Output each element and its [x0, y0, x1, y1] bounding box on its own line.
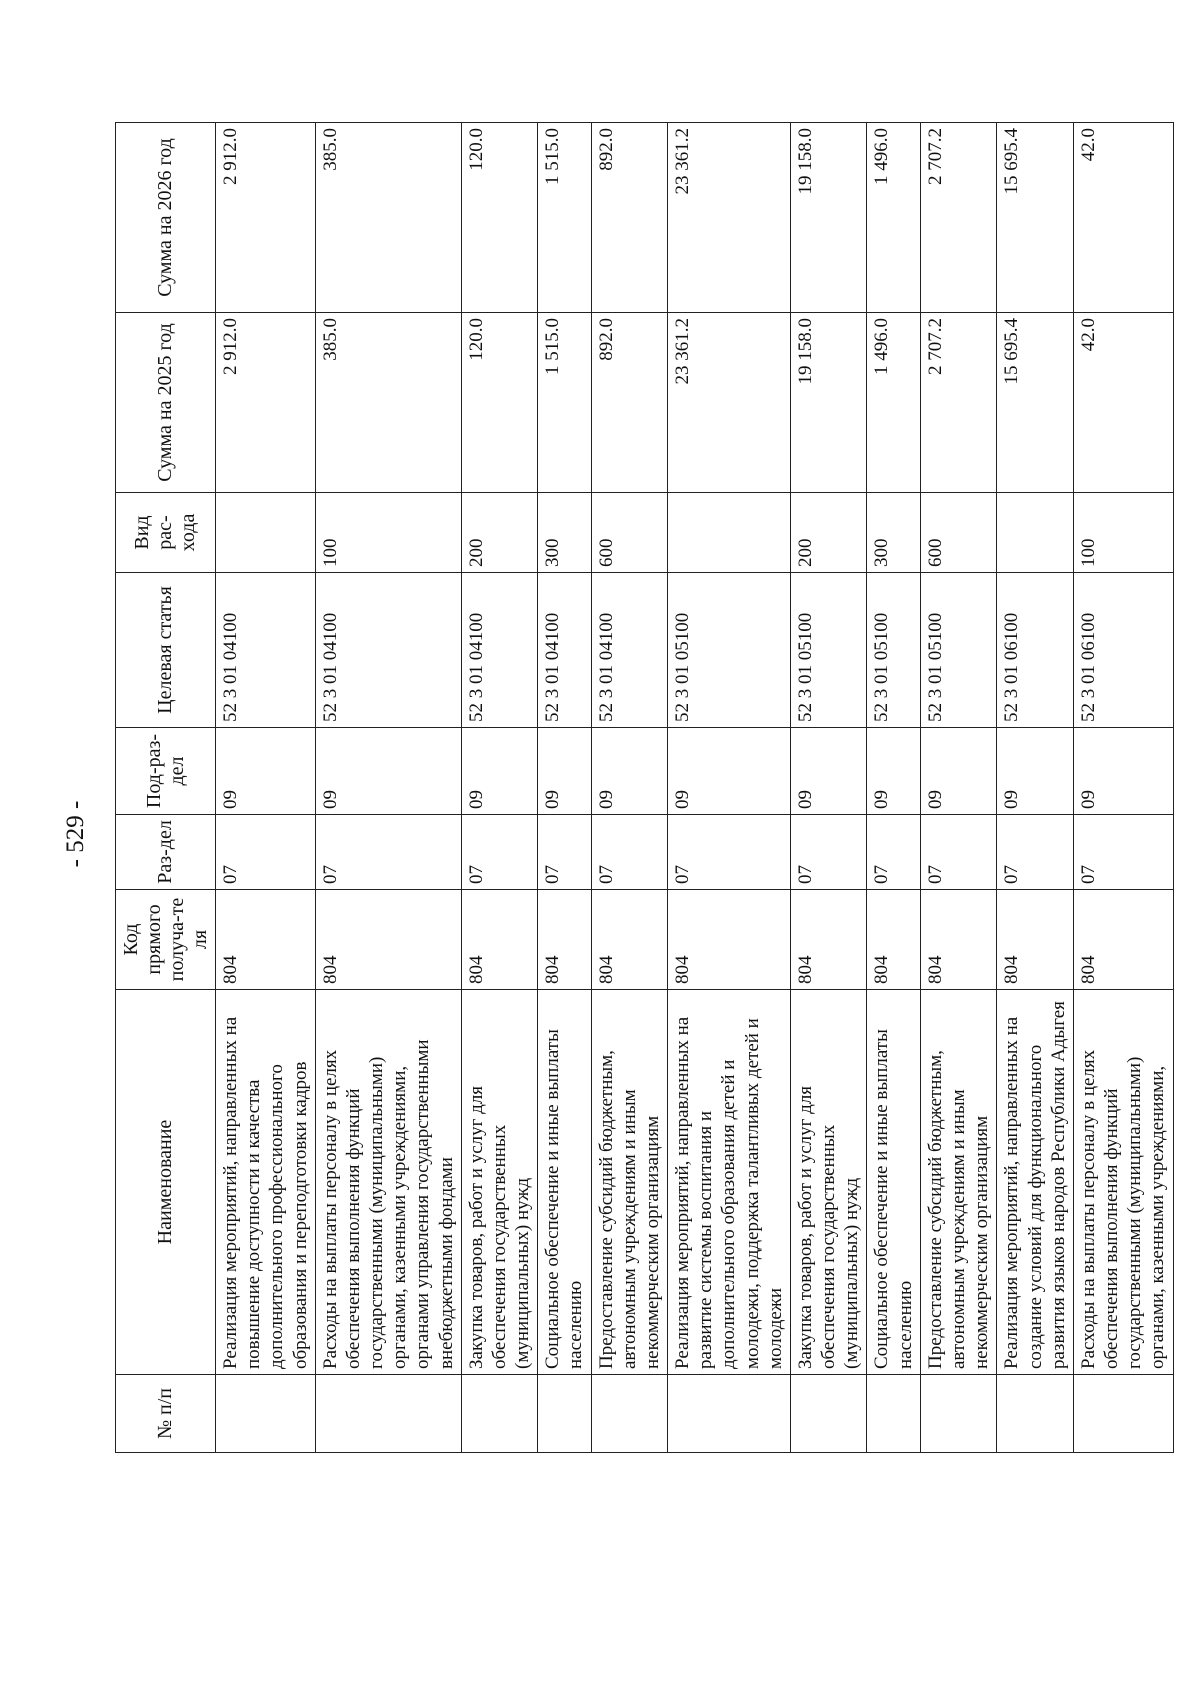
cell-no — [216, 1375, 316, 1453]
cell-kind — [997, 493, 1074, 573]
cell-subsection: 09 — [790, 728, 867, 815]
cell-section: 07 — [461, 815, 538, 890]
table-row — [997, 123, 1074, 1453]
cell-code: 804 — [315, 890, 461, 990]
header-kind: Вид рас-хода — [116, 493, 216, 573]
cell-target: 52 3 01 05100 — [920, 573, 997, 728]
header-row — [116, 123, 216, 1453]
cell-code: 804 — [538, 890, 591, 990]
cell-sum2025: 42.0 — [1073, 313, 1173, 493]
cell-no — [591, 1375, 668, 1453]
cell-name: Социальное обеспечение и иные выплаты населению — [538, 990, 591, 1375]
cell-name: Расходы на выплаты персоналу в целях обеспечения выполнения функций государственными (муниципальными) органами, казенными учреждениями, органами управления государственными внебюджетными фондами — [315, 990, 461, 1375]
cell-subsection: 09 — [867, 728, 920, 815]
cell-section: 07 — [790, 815, 867, 890]
cell-target: 52 3 01 05100 — [867, 573, 920, 728]
cell-sum2025: 892.0 — [591, 313, 668, 493]
table-row — [591, 123, 668, 1453]
header-sum2025: Сумма на 2025 год — [116, 313, 216, 493]
budget-table — [115, 122, 1174, 1453]
table-row — [867, 123, 920, 1453]
header-no: № п/п — [116, 1375, 216, 1453]
cell-kind — [668, 493, 791, 573]
cell-kind: 200 — [790, 493, 867, 573]
cell-name: Реализация мероприятий, направленных на развитие системы воспитания и дополнительного образования детей и молодежи, поддержка талантливых детей и молодежи — [668, 990, 791, 1375]
cell-no — [668, 1375, 791, 1453]
cell-subsection: 09 — [997, 728, 1074, 815]
cell-section: 07 — [216, 815, 316, 890]
cell-kind: 300 — [538, 493, 591, 573]
cell-kind: 100 — [315, 493, 461, 573]
cell-code: 804 — [997, 890, 1074, 990]
cell-kind: 600 — [591, 493, 668, 573]
table-row — [315, 123, 461, 1453]
cell-code: 804 — [668, 890, 791, 990]
cell-no — [538, 1375, 591, 1453]
cell-kind: 100 — [1073, 493, 1173, 573]
cell-name: Расходы на выплаты персоналу в целях обеспечения выполнения функций государственными (муниципальными) органами, казенными учреждениями, — [1073, 990, 1173, 1375]
cell-sum2026: 120.0 — [461, 123, 538, 313]
cell-sum2026: 1 515.0 — [538, 123, 591, 313]
cell-subsection: 09 — [315, 728, 461, 815]
cell-sum2026: 19 158.0 — [790, 123, 867, 313]
header-section: Раз-дел — [116, 815, 216, 890]
cell-sum2025: 23 361.2 — [668, 313, 791, 493]
cell-name: Предоставление субсидий бюджетным, автономным учреждениям и иным некоммерческим организациям — [591, 990, 668, 1375]
table-row — [668, 123, 791, 1453]
cell-sum2025: 2 912.0 — [216, 313, 316, 493]
cell-kind: 200 — [461, 493, 538, 573]
cell-kind — [216, 493, 316, 573]
cell-sum2026: 42.0 — [1073, 123, 1173, 313]
cell-sum2026: 385.0 — [315, 123, 461, 313]
cell-name: Предоставление субсидий бюджетным, автономным учреждениям и иным некоммерческим организациям — [920, 990, 997, 1375]
cell-target: 52 3 01 05100 — [790, 573, 867, 728]
table-row — [920, 123, 997, 1453]
cell-section: 07 — [591, 815, 668, 890]
cell-name: Реализация мероприятий, направленных на повышение доступности и качества дополнительного профессионального образования и переподготовки кадров — [216, 990, 316, 1375]
cell-section: 07 — [867, 815, 920, 890]
cell-subsection: 09 — [920, 728, 997, 815]
table-row — [790, 123, 867, 1453]
header-target: Целевая статья — [116, 573, 216, 728]
cell-name: Закупка товаров, работ и услуг для обеспечения государственных (муниципальных) нужд — [461, 990, 538, 1375]
cell-sum2025: 15 695.4 — [997, 313, 1074, 493]
table-row — [538, 123, 591, 1453]
cell-sum2025: 385.0 — [315, 313, 461, 493]
cell-no — [315, 1375, 461, 1453]
cell-sum2025: 2 707.2 — [920, 313, 997, 493]
cell-kind: 300 — [867, 493, 920, 573]
cell-subsection: 09 — [668, 728, 791, 815]
cell-target: 52 3 01 06100 — [997, 573, 1074, 728]
cell-no — [461, 1375, 538, 1453]
cell-name: Закупка товаров, работ и услуг для обеспечения государственных (муниципальных) нужд — [790, 990, 867, 1375]
cell-sum2026: 2 912.0 — [216, 123, 316, 313]
cell-code: 804 — [591, 890, 668, 990]
cell-no — [997, 1375, 1074, 1453]
cell-sum2025: 1 515.0 — [538, 313, 591, 493]
cell-target: 52 3 01 04100 — [461, 573, 538, 728]
cell-subsection: 09 — [591, 728, 668, 815]
cell-section: 07 — [997, 815, 1074, 890]
cell-sum2026: 23 361.2 — [668, 123, 791, 313]
cell-section: 07 — [1073, 815, 1173, 890]
cell-no — [790, 1375, 867, 1453]
cell-code: 804 — [461, 890, 538, 990]
table-row — [216, 123, 316, 1453]
cell-subsection: 09 — [216, 728, 316, 815]
cell-subsection: 09 — [1073, 728, 1173, 815]
table-row — [1073, 123, 1173, 1453]
table-row — [461, 123, 538, 1453]
header-sum2026: Сумма на 2026 год — [116, 123, 216, 313]
cell-sum2025: 19 158.0 — [790, 313, 867, 493]
cell-target: 52 3 01 04100 — [591, 573, 668, 728]
cell-no — [920, 1375, 997, 1453]
cell-section: 07 — [315, 815, 461, 890]
cell-no — [867, 1375, 920, 1453]
cell-section: 07 — [920, 815, 997, 890]
cell-subsection: 09 — [461, 728, 538, 815]
cell-code: 804 — [867, 890, 920, 990]
cell-sum2025: 1 496.0 — [867, 313, 920, 493]
rotated-table-frame — [115, 123, 1169, 1453]
cell-sum2026: 892.0 — [591, 123, 668, 313]
cell-code: 804 — [1073, 890, 1173, 990]
cell-target: 52 3 01 06100 — [1073, 573, 1173, 728]
cell-section: 07 — [538, 815, 591, 890]
cell-subsection: 09 — [538, 728, 591, 815]
cell-code: 804 — [790, 890, 867, 990]
cell-target: 52 3 01 04100 — [315, 573, 461, 728]
cell-target: 52 3 01 04100 — [538, 573, 591, 728]
landscape-page — [115, 123, 1169, 1453]
cell-target: 52 3 01 04100 — [216, 573, 316, 728]
cell-kind: 600 — [920, 493, 997, 573]
cell-code: 804 — [216, 890, 316, 990]
cell-name: Реализация мероприятий, направленных на создание условий для функционального развития языков народов Республики Адыгея — [997, 990, 1074, 1375]
cell-code: 804 — [920, 890, 997, 990]
cell-sum2026: 1 496.0 — [867, 123, 920, 313]
header-name: Наименование — [116, 990, 216, 1375]
page-number: - 529 - — [62, 800, 89, 868]
header-code: Код прямого получа-те ля — [116, 890, 216, 990]
cell-section: 07 — [668, 815, 791, 890]
cell-name: Социальное обеспечение и иные выплаты населению — [867, 990, 920, 1375]
cell-sum2026: 2 707.2 — [920, 123, 997, 313]
cell-target: 52 3 01 05100 — [668, 573, 791, 728]
cell-sum2026: 15 695.4 — [997, 123, 1074, 313]
cell-no — [1073, 1375, 1173, 1453]
header-subsection: Под-раз-дел — [116, 728, 216, 815]
cell-sum2025: 120.0 — [461, 313, 538, 493]
